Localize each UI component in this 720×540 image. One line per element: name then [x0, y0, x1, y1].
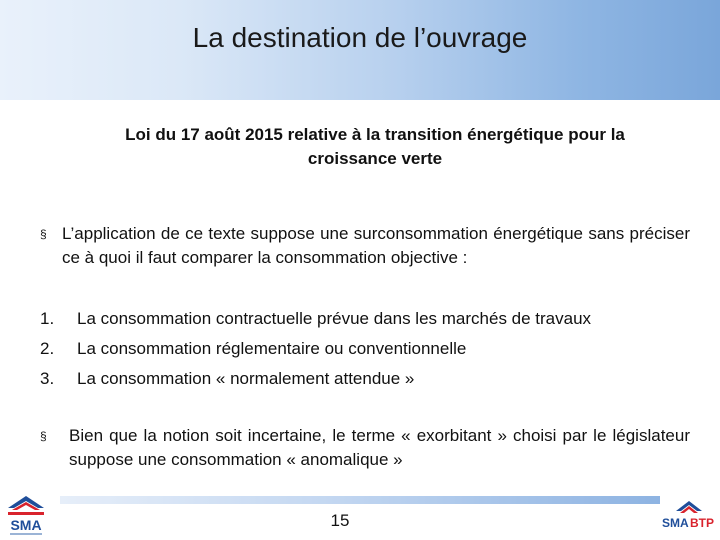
list-number: 1. [40, 309, 55, 328]
smabtp-logo-text-sma: SMA [662, 516, 689, 530]
list-number: 2. [40, 339, 55, 358]
footer-bar [60, 496, 660, 504]
smabtp-logo [660, 495, 718, 537]
sma-logo-text: SMA [10, 517, 42, 533]
list-item [40, 304, 700, 334]
paragraph-application: L’application de ce texte suppose une surconsommation énergétique sans préciser ce à quoi il faut comparer la consommation objective : [62, 224, 690, 267]
smabtp-logo-text-btp: BTP [690, 516, 714, 530]
bullet-marker: § [40, 227, 47, 241]
list-item-text: La consommation « normalement attendue » [77, 369, 415, 388]
list-item-text: La consommation contractuelle prévue dans les marchés de travaux [77, 309, 592, 328]
paragraph-exorbitant: Bien que la notion soit incertaine, le terme « exorbitant » choisi par le législateur suppose une consommation « anomalique » [69, 426, 690, 469]
slide-title: La destination de l’ouvrage [192, 22, 528, 53]
page-number: 15 [330, 511, 350, 530]
list-item [40, 364, 700, 394]
list-number: 3. [40, 369, 55, 388]
sma-logo [4, 492, 48, 538]
list-item [40, 334, 700, 364]
list-item-text: La consommation réglementaire ou conventionnelle [77, 339, 467, 358]
numbered-list [40, 304, 700, 394]
bullet-marker: § [40, 429, 47, 443]
law-reference-heading: Loi du 17 août 2015 relative à la transition énergétique pour la croissance verte [125, 125, 625, 168]
